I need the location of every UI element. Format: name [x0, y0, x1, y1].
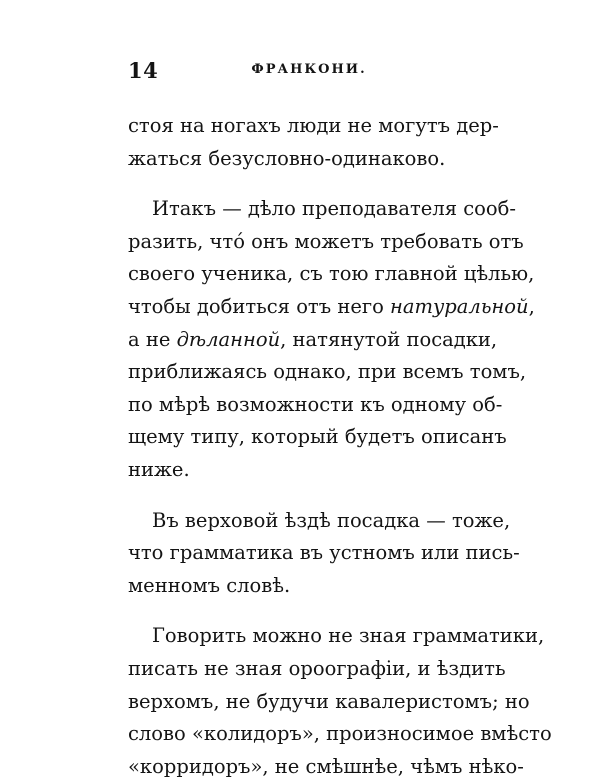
text-line: щему типу, который будетъ описанъ	[128, 425, 507, 449]
text-line: менномъ словѣ.	[128, 573, 291, 597]
text-line: что грамматика въ устномъ или пись-	[128, 541, 520, 565]
text-line: Въ верховой ѣздѣ посадка — тоже,	[152, 508, 511, 532]
paragraph	[128, 193, 535, 486]
italic-word: натуральной	[390, 294, 529, 318]
paragraph	[128, 110, 499, 175]
page-number: 14	[128, 58, 159, 83]
paragraph	[128, 620, 552, 783]
text-run: чтобы добиться отъ него	[128, 294, 391, 318]
text-line: Говорить можно не зная грамматики,	[152, 624, 545, 648]
text-line: разить, чтó онъ можетъ требовать отъ	[128, 229, 524, 253]
text-line: верхомъ, не будучи кавалеристомъ; но	[128, 689, 530, 713]
text-line	[128, 324, 498, 357]
running-title: ФРАНКОНИ.	[251, 62, 367, 77]
running-head	[128, 58, 490, 86]
text-line: жаться безусловно-одинаково.	[128, 146, 446, 170]
paragraph	[128, 505, 520, 603]
text-line: «корридоръ», не смѣшнѣе, чѣмъ нѣко-	[128, 754, 524, 778]
italic-word: дѣланной	[176, 327, 281, 351]
text-line: приближаясь однако, при всемъ томъ,	[128, 360, 527, 384]
text-line: по мѣрѣ возможности къ одному об-	[128, 392, 503, 416]
text-line	[128, 291, 535, 324]
text-line: ниже.	[128, 457, 190, 481]
text-line: стоя на ногахъ люди не могутъ дер-	[128, 114, 499, 137]
text-line: своего ученика, съ тою главной цѣлью,	[128, 262, 535, 286]
text-line: слово «колидоръ», произносимое вмѣсто	[128, 722, 552, 746]
text-run: , натянутой посадки,	[280, 327, 498, 351]
text-run: ,	[528, 294, 535, 318]
text-run: а не	[128, 327, 177, 351]
body-text	[128, 110, 552, 783]
text-line: Итакъ — дѣло преподавателя сооб-	[152, 197, 516, 221]
text-line: писать не зная ороографіи, и ѣздить	[128, 656, 506, 680]
